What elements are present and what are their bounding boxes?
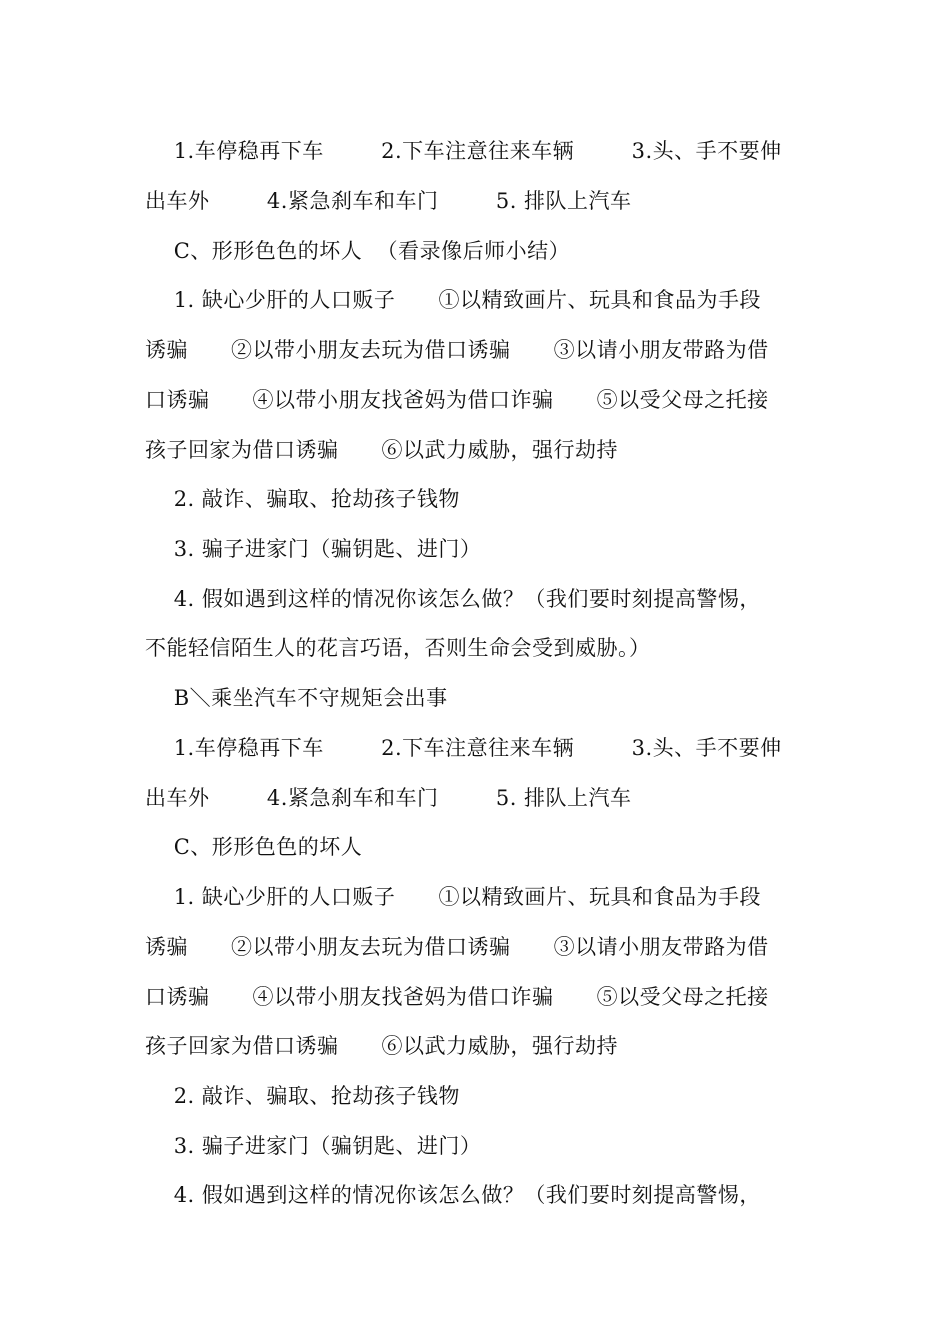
text-line: 诱骗 ②以带小朋友去玩为借口诱骗 ③以请小朋友带路为借 [145,935,769,959]
text-line: 1.车停稳再下车 2.下车注意往来车辆 3.头、手不要伸 [145,736,782,760]
text-line: 2. 敲诈、骗取、抢劫孩子钱物 [145,1084,460,1108]
text-line: 不能轻信陌生人的花言巧语，否则生命会受到威胁。） [145,636,651,660]
text-line: 4. 假如遇到这样的情况你该怎么做？（我们要时刻提高警惕， [145,587,761,611]
text-line: 孩子回家为借口诱骗 ⑥以武力威胁，强行劫持 [145,438,619,462]
text-line: 1. 缺心少肝的人口贩子 ①以精致画片、玩具和食品为手段 [145,288,761,312]
text-line: 出车外 4.紧急刹车和车门 5. 排队上汽车 [145,189,632,213]
text-line: B＼乘坐汽车不守规矩会出事 [145,686,448,710]
text-line: 1.车停稳再下车 2.下车注意往来车辆 3.头、手不要伸 [145,139,782,163]
text-line: 诱骗 ②以带小朋友去玩为借口诱骗 ③以请小朋友带路为借 [145,338,769,362]
text-line: 口诱骗 ④以带小朋友找爸妈为借口诈骗 ⑤以受父母之托接 [145,985,769,1009]
text-line: C、形形色色的坏人 （看录像后师小结） [145,239,571,263]
text-line: 3. 骗子进家门（骗钥匙、进门） [145,537,482,561]
text-line: 1. 缺心少肝的人口贩子 ①以精致画片、玩具和食品为手段 [145,885,761,909]
text-line: 出车外 4.紧急刹车和车门 5. 排队上汽车 [145,786,632,810]
text-line: 4. 假如遇到这样的情况你该怎么做？（我们要时刻提高警惕， [145,1183,761,1207]
text-line: 口诱骗 ④以带小朋友找爸妈为借口诈骗 ⑤以受父母之托接 [145,388,769,412]
text-line: 3. 骗子进家门（骗钥匙、进门） [145,1134,482,1158]
text-line: 孩子回家为借口诱骗 ⑥以武力威胁，强行劫持 [145,1034,619,1058]
text-line: C、形形色色的坏人 [145,835,363,859]
text-line: 2. 敲诈、骗取、抢劫孩子钱物 [145,487,460,511]
